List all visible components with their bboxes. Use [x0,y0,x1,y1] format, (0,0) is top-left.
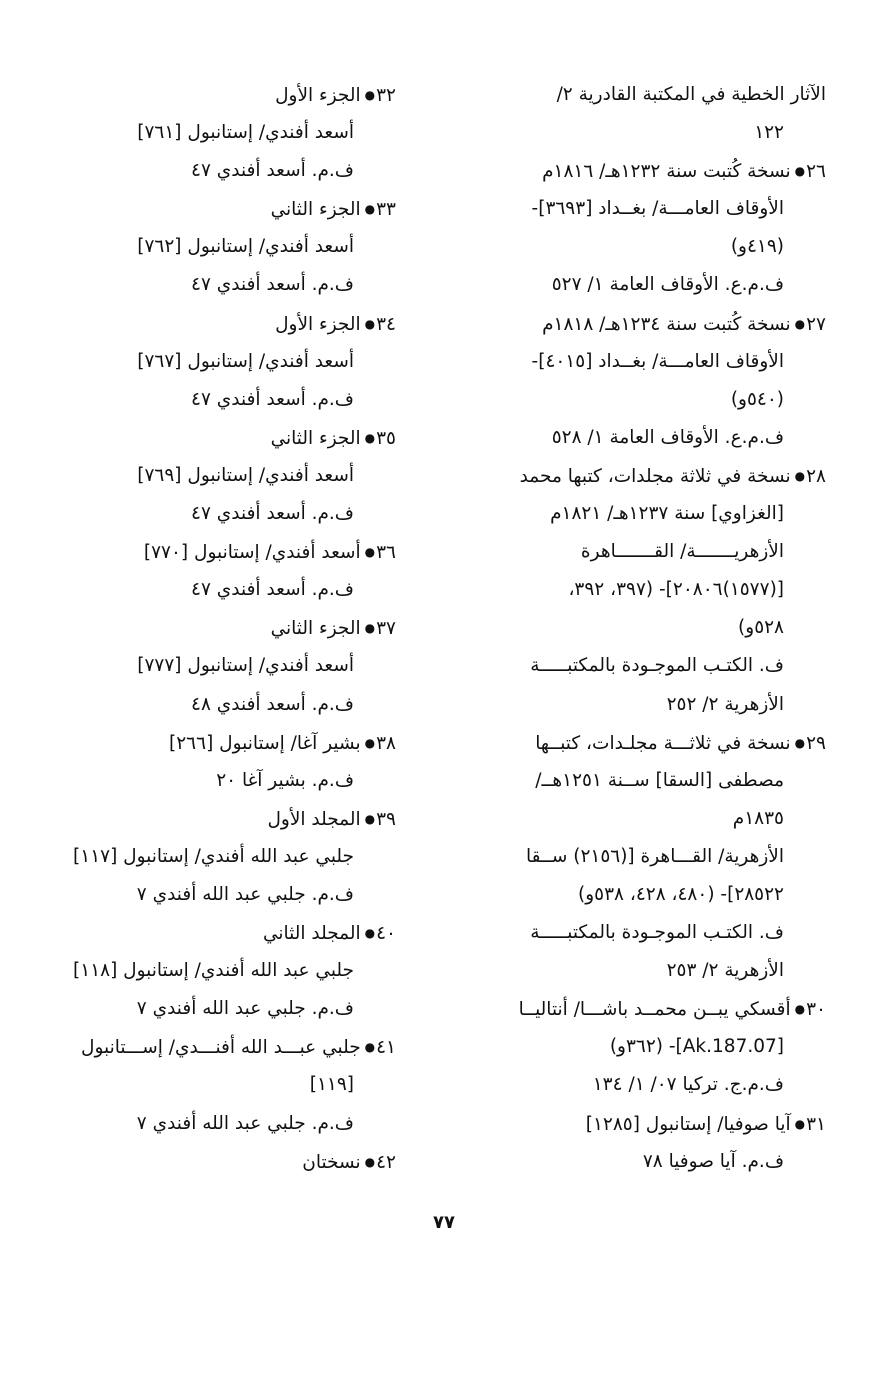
bullet-icon: ● [364,621,376,636]
text-line [466,914,826,952]
text-line [24,686,396,724]
line-text: ف.م. أسعد أفندي ٤٧ [191,579,354,601]
text-line [466,1066,826,1104]
text-line [24,838,396,876]
line-text: ف.م. جلبي عبد الله أفندي ٧ [136,1112,354,1134]
text-line [466,343,826,381]
line-text: جلبي عبد الله أفندي/ إستانبول [١١٧] [73,845,354,867]
text-line [24,495,396,533]
entry-line [24,419,396,457]
bullet-icon: ● [794,316,806,331]
entry-number: ٢٩ [806,732,826,754]
bullet-icon: ● [364,316,376,331]
entry-number: ٣٠ [806,999,826,1021]
text-line [466,762,826,800]
bullet-icon: ● [794,164,806,179]
text-line [24,152,396,190]
entry-line [466,724,826,762]
text-line [24,343,396,381]
line-text: ف.م. أسعد أفندي ٤٧ [191,274,354,296]
text-line [24,1066,396,1104]
bullet-icon: ● [364,545,376,560]
line-text: ف.م. جلبي عبد الله أفندي ٧ [136,883,354,905]
page-number: ٧٧ [433,1212,455,1233]
line-text: ف.م. جلبي عبد الله أفندي ٧ [136,998,354,1020]
left-column [24,76,396,1181]
line-text: ف.م.ع. الأوقاف العامة ١/ ٥٢٨ [551,426,784,448]
bullet-icon: ● [794,1002,806,1017]
line-text: (٥٤٠و) [730,388,784,410]
line-text: ف.م. بشير آغا ٢٠ [216,769,354,791]
bullet-icon: ● [364,811,376,826]
entry-number: ٢٦ [806,161,826,183]
line-text: الآثار الخطية في المكتبة القادرية ٢/ [556,84,826,105]
line-text: الأزهرية ٢/ ٢٥٣ [666,960,784,982]
line-text: المجلد الثاني [262,923,361,945]
line-text: ١٢٢ [754,122,784,144]
line-text: الأزهرية/ القـــاهرة [(٢١٥٦) ســقا [526,845,784,867]
entry-line [24,1143,396,1181]
line-text: أسعد أفندي/ إستانبول [٧٧٠] [143,542,361,564]
text-line [466,838,826,876]
line-text: [(١٥٧٧)٢٠٨٠٦]- (٣٩٧، ٣٩٢، [568,579,784,601]
line-text: نسخة في ثلاثـــة مجلـدات، كتبــها [535,732,791,754]
line-text: ٥٢٨و) [738,617,784,639]
text-line [466,800,826,838]
line-text: نسخة كُتبت سنة ١٢٣٤هـ/ ١٨١٨م [542,313,791,335]
bullet-icon: ● [364,1154,376,1169]
bullet-icon: ● [794,468,806,483]
line-text: ف.م. أسعد أفندي ٤٧ [191,503,354,525]
text-line [24,266,396,304]
line-text: ف.م. آيا صوفيا ٧٨ [642,1150,784,1172]
entry-number: ٢٨ [806,465,826,487]
line-text: ف.م. أسعد أفندي ٤٧ [191,388,354,410]
text-line [466,419,826,457]
line-text: ف.م. أسعد أفندي ٤٨ [191,693,354,715]
entry-line [24,609,396,647]
entry-line [24,305,396,343]
bullet-icon: ● [364,202,376,217]
line-text: نسخة في ثلاثة مجلدات، كتبها محمد [519,465,791,487]
text-line [466,495,826,533]
text-line [466,686,826,724]
line-text: نسخة كُتبت سنة ١٢٣٢هـ/ ١٨١٦م [542,161,791,183]
line-text: الجزء الثاني [270,618,361,640]
text-line [466,228,826,266]
line-text: الجزء الأول [275,313,361,335]
text-line [466,76,826,114]
line-text: الأزهرية ٢/ ٢٥٢ [666,693,784,715]
line-text: [07.Ak.187]- (٣٦٢و) [609,1036,784,1058]
entry-line [24,1028,396,1066]
entry-line [24,724,396,762]
line-text: بشير آغا/ إستانبول [٢٦٦] [169,732,361,754]
line-text: (٤١٩و) [730,236,784,258]
entry-line [24,914,396,952]
text-line [466,533,826,571]
line-text: ف.م. أسعد أفندي ٤٧ [191,160,354,182]
text-line [24,1105,396,1143]
line-text: ف. الكتـب الموجـودة بالمكتبـــــة [530,922,784,944]
entry-number: ٤١ [376,1037,396,1059]
line-text: أقسكي يبــن محمــد باشـــا/ أنتاليــا [518,999,791,1021]
text-line [466,1143,826,1181]
entry-line [24,190,396,228]
line-text: الأزهريـــــــة/ القـــــــاهرة [580,541,784,563]
line-text: أسعد أفندي/ إستانبول [٧٦٧] [137,350,354,372]
right-column [466,76,826,1181]
line-text: أسعد أفندي/ إستانبول [٧٧٧] [137,655,354,677]
text-line [24,876,396,914]
line-text: الأوقاف العامـــة/ بغــداد [٣٦٩٣]- [531,198,784,220]
entry-number: ٣١ [806,1113,826,1135]
entry-number: ٣٢ [376,85,396,106]
text-line [24,990,396,1028]
entry-number: ٣٦ [376,542,396,564]
text-line [466,1028,826,1066]
text-line [466,114,826,152]
bullet-icon: ● [364,1040,376,1055]
line-text: الأوقاف العامـــة/ بغــداد [٤٠١٥]- [531,350,784,372]
text-line [24,952,396,990]
line-text: الجزء الثاني [270,427,361,449]
line-text: جلبي عبد الله أفندي/ إستانبول [١١٨] [73,960,354,982]
text-line [24,571,396,609]
text-line [466,190,826,228]
entry-number: ٣٥ [376,427,396,449]
line-text: آيا صوفيا/ إستانبول [١٢٨٥] [585,1113,791,1135]
entry-number: ٢٧ [806,313,826,335]
text-line [24,647,396,685]
line-text: ف.م.ع. الأوقاف العامة ١/ ٥٢٧ [551,274,784,296]
text-line [466,952,826,990]
text-line [466,266,826,304]
line-text: المجلد الأول [267,808,361,830]
line-text: [١١٩] [309,1074,354,1096]
entry-number: ٣٩ [376,808,396,830]
entry-number: ٣٨ [376,732,396,754]
text-line [24,114,396,152]
text-line [24,228,396,266]
text-line [466,647,826,685]
text-line [466,609,826,647]
line-text: ف.م.ج. تركيا ٠٧/ ١/ ١٣٤ [592,1074,784,1096]
entry-line [466,152,826,190]
line-text: مصطفى [السقا] ســنة ١٢٥١هــ/ [535,769,784,791]
text-line [24,381,396,419]
entry-line [24,533,396,571]
text-line [466,876,826,914]
line-text: ٢٨٥٢٢]- (٤٨٠، ٤٢٨، ٥٣٨و) [578,883,784,905]
entry-line [24,76,396,114]
text-line [24,457,396,495]
entry-line [466,457,826,495]
text-line [466,381,826,419]
line-text: أسعد أفندي/ إستانبول [٧٦١] [137,122,354,144]
line-text: الجزء الثاني [270,199,361,221]
bullet-icon: ● [364,88,376,102]
line-text: جلبي عبـــد الله أفنـــدي/ إســـتانبول [81,1037,361,1059]
entry-line [466,305,826,343]
bullet-icon: ● [364,735,376,750]
entry-number: ٣٧ [376,618,396,640]
bullet-icon: ● [364,430,376,445]
entry-number: ٤٠ [376,923,396,945]
entry-line [24,800,396,838]
entry-line [466,990,826,1028]
entry-number: ٤٢ [376,1151,396,1173]
line-text: نسختان [302,1151,361,1173]
entry-number: ٣٤ [376,313,396,335]
line-text: الجزء الأول [275,85,361,106]
line-text: ١٨٣٥م [732,807,784,829]
text-line [466,571,826,609]
line-text: أسعد أفندي/ إستانبول [٧٦٩] [137,464,354,486]
line-text: أسعد أفندي/ إستانبول [٧٦٢] [137,236,354,258]
bullet-icon: ● [364,926,376,941]
line-text: [الغزاوي] سنة ١٢٣٧هـ/ ١٨٢١م [550,503,784,525]
entry-number: ٣٣ [376,199,396,221]
entry-line [466,1105,826,1143]
bullet-icon: ● [794,735,806,750]
bullet-icon: ● [794,1116,806,1131]
text-line [24,762,396,800]
line-text: ف. الكتـب الموجـودة بالمكتبـــــة [530,655,784,677]
